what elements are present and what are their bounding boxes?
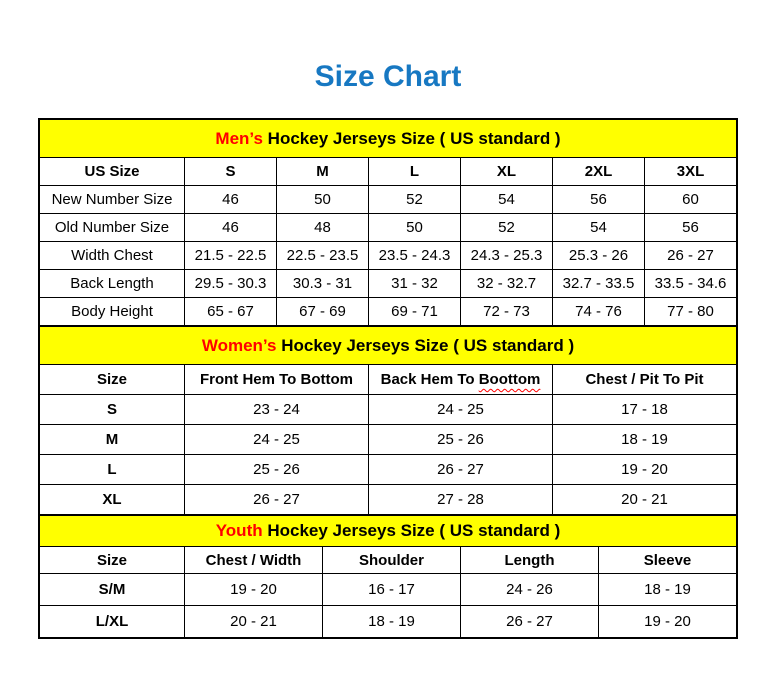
mens-table-row [40,242,737,270]
mens-cell: 24.3 - 25.3 [461,242,553,270]
womens-column-header-2 [369,365,553,395]
womens-cell: 24 - 25 [369,395,553,425]
youth-column-header-1: Chest / Width [185,547,323,574]
womens-cell: 17 - 18 [553,395,737,425]
mens-table-row [40,270,737,298]
youth-cell: 26 - 27 [461,606,599,638]
mens-column-header-2: M [277,158,369,186]
mens-cell: 52 [461,214,553,242]
mens-cell: 56 [645,214,737,242]
mens-row-label: Width Chest [40,242,185,270]
youth-column-header-4: Sleeve [599,547,737,574]
mens-cell: 67 - 69 [277,298,369,326]
womens-cell: 24 - 25 [185,425,369,455]
mens-cell: 21.5 - 22.5 [185,242,277,270]
youth-cell: 18 - 19 [599,574,737,606]
womens-cell: 26 - 27 [369,455,553,485]
mens-cell: 60 [645,186,737,214]
youth-size-table [39,515,737,638]
womens-row-label: M [40,425,185,455]
mens-cell: 52 [369,186,461,214]
womens-column-header-prefix: Back Hem To [380,371,479,388]
womens-row-label: XL [40,485,185,515]
youth-column-header-2: Shoulder [323,547,461,574]
youth-banner-text: Hockey Jerseys Size ( US standard ) [262,521,561,540]
womens-cell: 19 - 20 [553,455,737,485]
mens-cell: 50 [369,214,461,242]
mens-row-label: New Number Size [40,186,185,214]
womens-cell: 27 - 28 [369,485,553,515]
womens-cell: 18 - 19 [553,425,737,455]
mens-section-banner [40,120,737,158]
youth-table-row [40,606,737,638]
womens-column-header-0: Size [40,365,185,395]
mens-size-table [39,119,737,326]
mens-cell: 69 - 71 [369,298,461,326]
youth-cell: 18 - 19 [323,606,461,638]
mens-column-header-0: US Size [40,158,185,186]
womens-banner-highlight: Women’s [201,335,277,355]
mens-cell: 54 [553,214,645,242]
mens-row-label: Old Number Size [40,214,185,242]
mens-cell: 50 [277,186,369,214]
womens-cell: 25 - 26 [369,425,553,455]
womens-cell: 23 - 24 [185,395,369,425]
mens-cell: 33.5 - 34.6 [645,270,737,298]
mens-cell: 25.3 - 26 [553,242,645,270]
mens-cell: 54 [461,186,553,214]
youth-cell: 19 - 20 [599,606,737,638]
page-title: Size Chart [314,60,462,93]
mens-cell: 22.5 - 23.5 [277,242,369,270]
womens-table-row [40,455,737,485]
youth-cell: 16 - 17 [323,574,461,606]
mens-column-header-5: 2XL [553,158,645,186]
mens-cell: 32 - 32.7 [461,270,553,298]
womens-cell: 20 - 21 [553,485,737,515]
youth-row-label: S/M [40,574,185,606]
mens-cell: 31 - 32 [369,270,461,298]
womens-row-label: S [40,395,185,425]
mens-cell: 29.5 - 30.3 [185,270,277,298]
youth-row-label: L/XL [40,606,185,638]
mens-row-label: Body Height [40,298,185,326]
mens-cell: 56 [553,186,645,214]
youth-column-header-0: Size [40,547,185,574]
mens-column-header-3: L [369,158,461,186]
mens-cell: 46 [185,186,277,214]
womens-cell: 26 - 27 [185,485,369,515]
mens-cell: 72 - 73 [461,298,553,326]
mens-cell: 30.3 - 31 [277,270,369,298]
mens-column-header-4: XL [461,158,553,186]
womens-cell: 25 - 26 [185,455,369,485]
womens-banner-text: Hockey Jerseys Size ( US standard ) [276,335,575,355]
mens-column-header-6: 3XL [645,158,737,186]
womens-column-header-1: Front Hem To Bottom [185,365,369,395]
mens-column-header-1: S [185,158,277,186]
womens-table-row [40,425,737,455]
mens-table-row [40,214,737,242]
womens-section-banner [40,327,737,365]
mens-table-row [40,186,737,214]
mens-cell: 77 - 80 [645,298,737,326]
youth-table-row [40,574,737,606]
womens-size-table [39,326,737,515]
mens-cell: 74 - 76 [553,298,645,326]
youth-cell: 20 - 21 [185,606,323,638]
mens-cell: 23.5 - 24.3 [369,242,461,270]
mens-banner-highlight: Men’s [215,128,263,148]
womens-column-header-3: Chest / Pit To Pit [553,365,737,395]
mens-cell: 65 - 67 [185,298,277,326]
mens-cell: 32.7 - 33.5 [553,270,645,298]
mens-row-label: Back Length [40,270,185,298]
womens-table-row [40,485,737,515]
mens-cell: 48 [277,214,369,242]
mens-cell: 46 [185,214,277,242]
mens-banner-text: Hockey Jerseys Size ( US standard ) [262,128,561,148]
size-chart [38,118,738,639]
youth-column-header-3: Length [461,547,599,574]
youth-cell: 24 - 26 [461,574,599,606]
youth-section-banner [40,516,737,547]
mens-table-row [40,298,737,326]
mens-cell: 26 - 27 [645,242,737,270]
womens-table-row [40,395,737,425]
youth-banner-highlight: Youth [215,521,263,540]
womens-row-label: L [40,455,185,485]
womens-misspelled-word: Boottom [478,371,541,388]
youth-cell: 19 - 20 [185,574,323,606]
